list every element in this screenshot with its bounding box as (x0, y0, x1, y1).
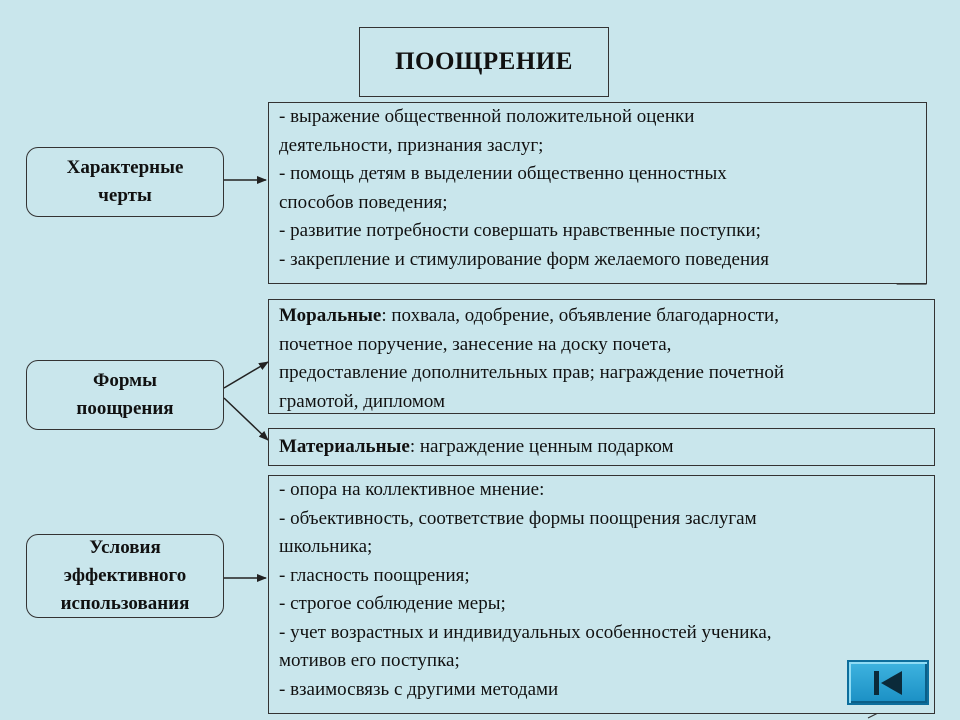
forms-label-line: Формы (93, 370, 157, 391)
conditions-label-line: использования (60, 593, 190, 614)
conditions-item: - гласность поощрения; (279, 564, 470, 586)
arrow-forms-moral (224, 362, 268, 388)
conditions-item: - взаимосвязь с другими методами (279, 678, 559, 700)
features-item: деятельности, признания заслуг; (279, 134, 544, 156)
page-title: ПООЩРЕНИЕ (359, 27, 609, 97)
features-content (268, 102, 927, 284)
forms-label (26, 360, 224, 430)
conditions-item: мотивов его поступка; (279, 650, 460, 671)
features-item: - развитие потребности совершать нравственные поступки; (279, 220, 761, 241)
moral-line: почетное поручение, занесение на доску почета, (279, 333, 672, 355)
features-item: - выражение общественной положительной оценки (279, 106, 695, 127)
arrow-forms-material (224, 398, 268, 440)
conditions-item: - строгое соблюдение меры; (279, 593, 506, 614)
conditions-item: школьника; (279, 536, 373, 557)
moral-forms-content (268, 299, 935, 414)
features-item: - закрепление и стимулирование форм желаемого поведения (279, 248, 770, 270)
material-forms-content (268, 428, 935, 466)
conditions-label (26, 534, 224, 618)
material-text: : награждение ценным подарком (409, 435, 674, 457)
moral-title: Моральные (279, 305, 382, 326)
conditions-item: - опора на коллективное мнение: (279, 479, 545, 500)
material-title: Материальные (279, 435, 410, 457)
conditions-content (268, 475, 935, 714)
conditions-item: - учет возрастных и индивидуальных особенностей ученика, (279, 621, 772, 643)
moral-line: : похвала, одобрение, объявление благодарности, (381, 305, 779, 326)
features-label (26, 147, 224, 217)
moral-line: грамотой, дипломом (279, 390, 446, 412)
go-to-start-button[interactable] (847, 660, 929, 705)
conditions-item: - объективность, соответствие формы поощрения заслугам (279, 507, 757, 529)
conditions-label-line: эффективного (63, 565, 187, 586)
back-to-start-icon (871, 668, 905, 698)
features-label-line: Характерные (66, 157, 184, 178)
features-label-line: черты (98, 185, 152, 206)
features-item: - помощь детям в выделении общественно ценностных (279, 163, 727, 184)
features-item: способов поведения; (279, 191, 448, 213)
forms-label-line: поощрения (76, 398, 174, 419)
conditions-label-line: Условия (89, 537, 161, 558)
moral-line: предоставление дополнительных прав; награждение почетной (279, 362, 784, 383)
